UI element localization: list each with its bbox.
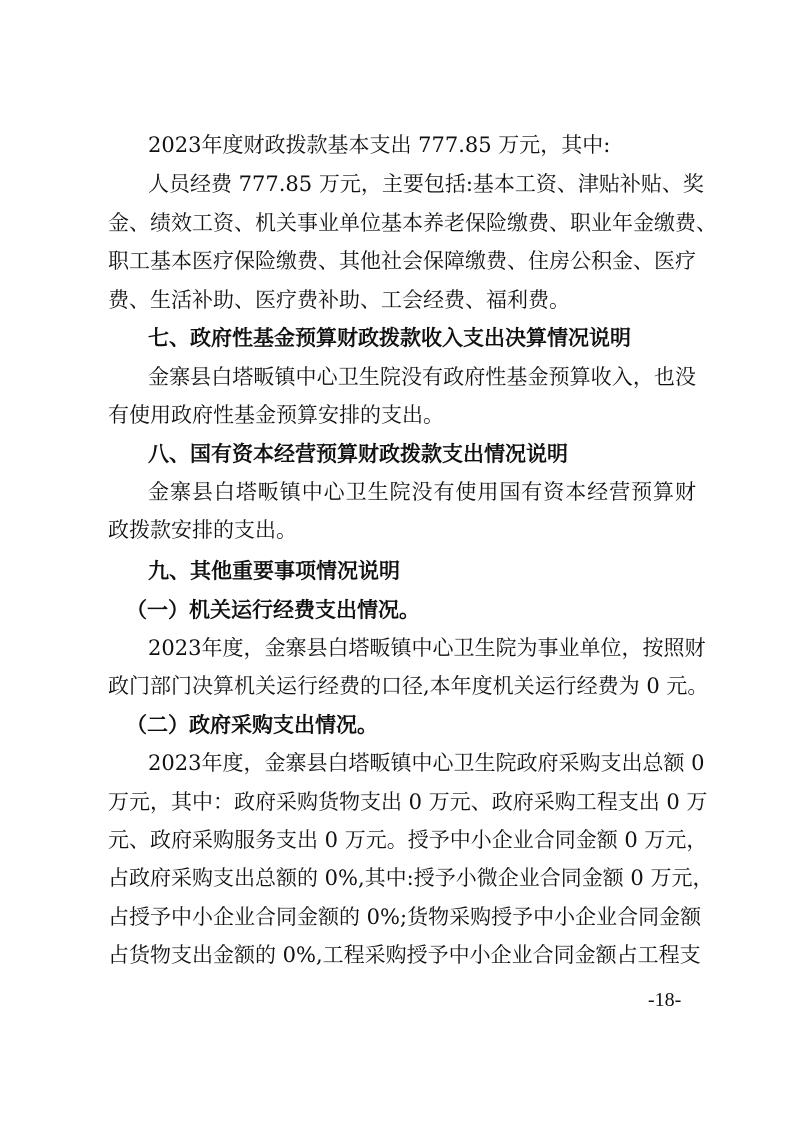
body-line: 职工基本医疗保险缴费、其他社会保障缴费、住房公积金、医疗 xyxy=(108,249,696,273)
section-heading-7: 七、政府性基金预算财政拨款收入支出决算情况说明 xyxy=(148,326,631,350)
body-line: 金寨县白塔畈镇中心卫生院没有使用国有资本经营预算财 xyxy=(148,480,696,504)
section-heading-9: 九、其他重要事项情况说明 xyxy=(148,559,400,583)
body-line: 政拨款安排的支出。 xyxy=(108,518,297,542)
body-line: 费、生活补助、医疗费补助、工会经费、福利费。 xyxy=(108,288,570,312)
body-line: 有使用政府性基金预算安排的支出。 xyxy=(108,403,444,427)
subsection-heading-2: （二）政府采购支出情况。 xyxy=(126,713,378,737)
body-line: 2023年度，金寨县白塔畈镇中心卫生院为事业单位，按照财 xyxy=(148,636,706,660)
body-line: 金寨县白塔畈镇中心卫生院没有政府性基金预算收入，也没 xyxy=(148,365,696,389)
body-line: 万元，其中：政府采购货物支出 0 万元、政府采购工程支出 0 万 xyxy=(108,790,708,814)
body-line: 占货物支出金额的 0%,工程采购授予中小企业合同金额占工程支 xyxy=(108,943,701,967)
body-line: 政门部门决算机关运行经费的口径,本年度机关运行经费为 0 元。 xyxy=(108,674,709,698)
body-line: 占授予中小企业合同金额的 0%;货物采购授予中小企业合同金额 xyxy=(108,905,702,929)
page-number: -18- xyxy=(648,989,682,1011)
body-line: 元、政府采购服务支出 0 万元。授予中小企业合同金额 0 万元， xyxy=(108,828,708,852)
body-line: 金、绩效工资、机关事业单位基本养老保险缴费、职业年金缴费、 xyxy=(108,211,717,235)
section-heading-8: 八、国有资本经营预算财政拨款支出情况说明 xyxy=(148,442,568,466)
body-line: 占政府采购支出总额的 0%,其中:授予小微企业合同金额 0 万元， xyxy=(108,866,714,890)
body-line: 2023年度财政拨款基本支出 777.85 万元，其中: xyxy=(148,133,611,157)
body-line: 人员经费 777.85 万元，主要包括:基本工资、津贴补贴、奖 xyxy=(148,172,704,196)
subsection-heading-1: （一）机关运行经费支出情况。 xyxy=(126,598,420,622)
body-line: 2023年度，金寨县白塔畈镇中心卫生院政府采购支出总额 0 xyxy=(148,751,705,775)
